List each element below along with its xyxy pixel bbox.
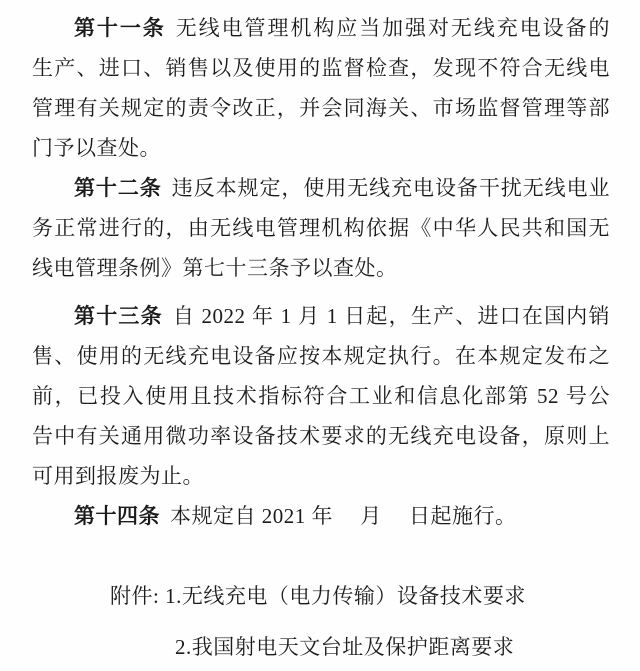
article-14-line-1 (32, 496, 610, 536)
article-13-number: 第十三条 (74, 304, 163, 328)
attachment-item-2: 2.我国射电天文台址及保护距离要求 (175, 635, 515, 659)
article-11-line-2: 生产、进口、销售以及使用的监督检查，发现不符合无线电 (32, 56, 610, 80)
article-13-line-1 (32, 296, 610, 336)
article-12-text: 违反本规定，使用无线充电设备干扰无线电业 (171, 176, 611, 200)
article-12-line-2: 务正常进行的，由无线电管理机构依据《中华人民共和国无 (32, 216, 610, 240)
article-14-number: 第十四条 (74, 504, 160, 528)
article-12-line-1 (32, 168, 610, 208)
article-12-line-3: 线电管理条例》第七十三条予以查处。 (32, 256, 398, 280)
article-11-number: 第十一条 (74, 16, 166, 40)
article-13-line-3: 前，已投入使用且技术指标符合工业和信息化部第 52 号公 (32, 384, 610, 408)
article-11-text: 无线电管理机构应当加强对无线充电设备的 (175, 16, 611, 40)
article-11-line-3: 管理有关规定的责令改正，并会同海关、市场监督管理等部 (32, 96, 610, 120)
article-11-line-1 (32, 8, 610, 48)
article-13-text: 自 2022 年 1 月 1 日起，生产、进口在国内销 (172, 304, 611, 328)
article-14-text: 本规定自 2021 年 月 日起施行。 (170, 504, 517, 528)
article-11-line-4: 门予以查处。 (32, 136, 161, 160)
article-13-line-2: 售、使用的无线充电设备应按本规定执行。在本规定发布之 (32, 344, 610, 368)
article-13-line-4: 告中有关通用微功率设备技术要求的无线充电设备，原则上 (32, 424, 610, 448)
article-13-line-5: 可用到报废为止。 (32, 464, 204, 488)
article-12-number: 第十二条 (74, 176, 162, 200)
attachment-item-1: 附件: 1.无线充电（电力传输）设备技术要求 (110, 584, 526, 608)
